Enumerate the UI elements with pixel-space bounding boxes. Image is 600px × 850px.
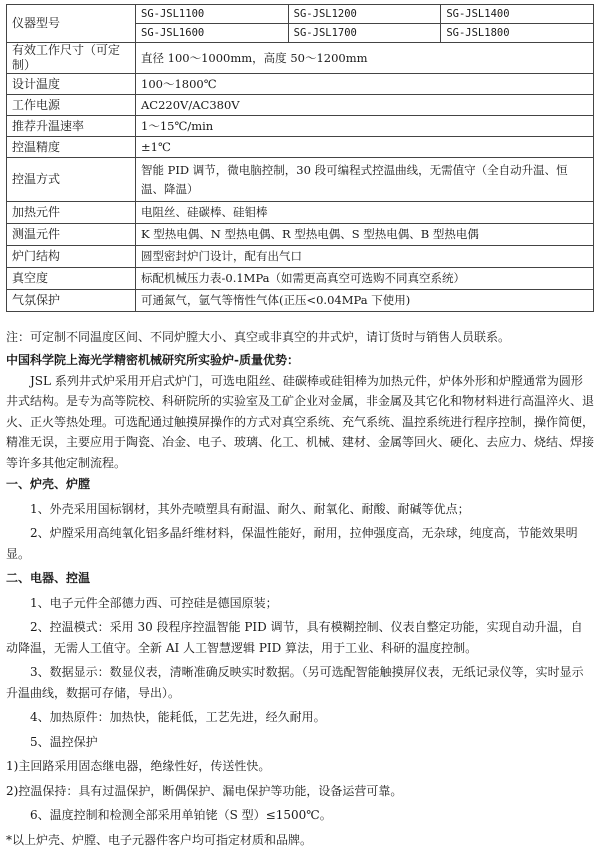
- row-value: ±1℃: [136, 137, 594, 158]
- model-cell: SG-JSL1600: [136, 24, 289, 43]
- row-label: 气氛保护: [7, 290, 136, 312]
- table-row: [7, 158, 594, 202]
- row-value: 标配机械压力表-0.1MPa（如需更高真空可选购不同真空系统）: [136, 268, 594, 290]
- model-cell: SG-JSL1400: [441, 5, 594, 24]
- table-row: [7, 43, 594, 74]
- row-value: 电阻丝、硅碳棒、硅钼棒: [136, 202, 594, 224]
- table-row: [7, 202, 594, 224]
- list-item: 1、外壳采用国标钢材，其外壳喷塑具有耐温、耐久、耐氧化、耐酸、耐碱等优点；: [6, 499, 594, 520]
- list-item: 5、温控保护: [6, 732, 594, 753]
- model-cell: SG-JSL1100: [136, 5, 289, 24]
- row-label: 加热元件: [7, 202, 136, 224]
- row-label: 控温精度: [7, 137, 136, 158]
- advantage-heading: 中国科学院上海光学精密机械研究所实验炉-质量优势：: [6, 350, 594, 371]
- row-value: 直径 100～1000mm，高度 50～1200mm: [136, 43, 594, 74]
- row-value: AC220V/AC380V: [136, 95, 594, 116]
- table-note: 注：可定制不同温度区间、不同炉膛大小、真空或非真空的井式炉，请订货时与销售人员联系。: [6, 328, 596, 345]
- intro-paragraph: JSL 系列井式炉采用开启式炉门，可选电阻丝、硅碳棒或硅钼棒为加热元件，炉体外形和炉膛通常为圆形井式结构。是专为高等院校、科研院所的实验室及工矿企业对金属，非金属及其它化和物材料进行高温淬火、退火、正火等热处理。可选配通过触摸屏操作的方式对真空系统、充气系统、温控系统进行程序控制，操作简便，精准无误，主要应用于陶瓷、冶金、电子、玻璃、化工、机械、建材、金属等回火、硬化、去应力、烧结、焊接等许多其他定制流程。: [6, 371, 594, 474]
- row-label: 炉门结构: [7, 246, 136, 268]
- row-value: 智能 PID 调节，微电脑控制，30 段可编程式控温曲线，无需值守（全自动升温、恒温、降温）: [136, 158, 594, 202]
- section-heading: 二、电器、控温: [6, 568, 594, 589]
- row-value: 100～1800℃: [136, 74, 594, 95]
- row-label: 真空度: [7, 268, 136, 290]
- table-row: [7, 5, 594, 24]
- list-item: *以上炉壳、炉膛、电子元器件客户均可指定材质和品牌。: [6, 830, 594, 850]
- section-heading: 一、炉壳、炉膛: [6, 474, 594, 495]
- model-label: 仪器型号: [7, 5, 136, 43]
- list-item: 2、炉膛采用高纯氧化铝多晶纤维材料，保温性能好，耐用，拉伸强度高，无杂球，纯度高，节能效果明显。: [6, 523, 594, 564]
- list-item: 2、控温模式：采用 30 段程序控温智能 PID 调节，具有模糊控制、仪表自整定功能，实现自动升温，自动降温，无需人工值守。全新 AI 人工智慧逻辑 PID 算法，用于工业、科研的温度控制。: [6, 617, 594, 658]
- model-cell: SG-JSL1200: [288, 5, 441, 24]
- row-label: 设计温度: [7, 74, 136, 95]
- list-item: 6、温度控制和检测全部采用单铂铑（S 型）≤1500℃。: [6, 805, 594, 826]
- row-label: 工作电源: [7, 95, 136, 116]
- document-body: [6, 350, 594, 850]
- table-row: [7, 74, 594, 95]
- row-label: 推荐升温速率: [7, 116, 136, 137]
- row-value: 圆型密封炉门设计，配有出气口: [136, 246, 594, 268]
- table-row: [7, 116, 594, 137]
- table-row: [7, 137, 594, 158]
- table-row: [7, 224, 594, 246]
- list-item: 1、电子元件全部德力西、可控硅是德国原装；: [6, 593, 594, 614]
- table-row: [7, 290, 594, 312]
- table-row: [7, 268, 594, 290]
- row-label: 有效工作尺寸（可定制）: [7, 43, 136, 74]
- model-cell: SG-JSL1700: [288, 24, 441, 43]
- row-label: 控温方式: [7, 158, 136, 202]
- list-item: 2)控温保持：具有过温保护，断偶保护、漏电保护等功能，设备运营可靠。: [6, 781, 594, 802]
- list-item: 3、数据显示：数显仪表，清晰准确反映实时数据。（另可选配智能触摸屏仪表，无纸记录仪等，实时显示升温曲线，数据可存储，导出）。: [6, 662, 594, 703]
- list-item: 4、加热原件：加热快，能耗低，工艺先进，经久耐用。: [6, 707, 594, 728]
- model-cell: SG-JSL1800: [441, 24, 594, 43]
- row-value: 可通氮气，氩气等惰性气体(正压<0.04MPa 下使用): [136, 290, 594, 312]
- spec-table: [6, 4, 594, 312]
- table-row: [7, 95, 594, 116]
- list-item: 1)主回路采用固态继电器，绝缘性好，传送性快。: [6, 756, 594, 777]
- row-value: K 型热电偶、N 型热电偶、R 型热电偶、S 型热电偶、B 型热电偶: [136, 224, 594, 246]
- table-row: [7, 246, 594, 268]
- row-label: 测温元件: [7, 224, 136, 246]
- row-value: 1～15℃/min: [136, 116, 594, 137]
